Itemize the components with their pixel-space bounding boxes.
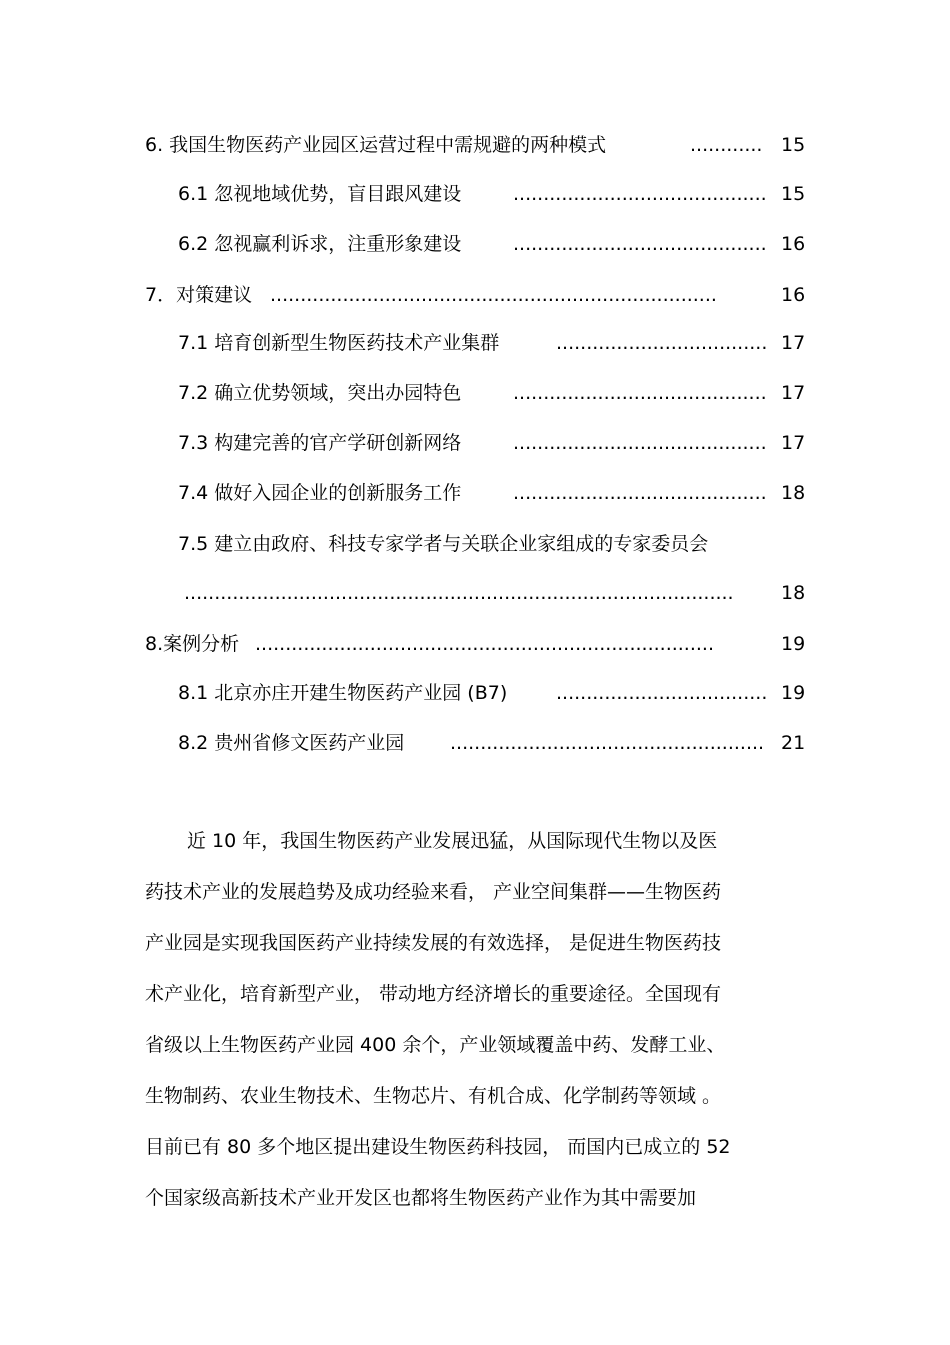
toc-leader-dots: ..........................................	[513, 183, 767, 205]
toc-entry-title: 7.2 确立优势领域，突出办园特色	[178, 382, 462, 404]
toc-page-number: 17	[781, 432, 806, 454]
toc-entry[interactable]	[178, 527, 810, 561]
toc-leader-dots: ....................................................	[450, 732, 765, 754]
toc-entry[interactable]	[145, 128, 810, 162]
toc-page-number: 16	[781, 284, 806, 306]
toc-page-number: 21	[781, 732, 806, 754]
toc-entry[interactable]	[178, 676, 810, 710]
toc-leader-dots: ..........................................................................	[270, 284, 717, 306]
toc-page-number: 16	[781, 233, 806, 255]
toc-leader-dots: ............................................................................	[255, 633, 715, 655]
toc-leader-dots: ..........................................	[513, 382, 767, 404]
toc-entry[interactable]	[178, 426, 810, 460]
toc-entry[interactable]	[178, 227, 810, 261]
toc-leader-dots: ...........................................................................................	[184, 582, 734, 604]
toc-leader-dots: ............	[690, 134, 763, 156]
toc-leader-dots: ..........................................	[513, 432, 767, 454]
toc-page-number: 19	[781, 633, 806, 655]
toc-entry[interactable]	[178, 376, 810, 410]
toc-entry[interactable]	[178, 177, 810, 211]
toc-leader-dots: ..........................................	[513, 482, 767, 504]
toc-entry-title: 8.1 北京亦庄开建生物医药产业园 (B7)	[178, 682, 508, 704]
body-paragraph	[145, 816, 825, 1224]
paragraph-line: 药技术产业的发展趋势及成功经验来看， 产业空间集群——生物医药	[145, 881, 722, 903]
toc-entry-title: 7.4 做好入园企业的创新服务工作	[178, 482, 462, 504]
toc-entry-title: 7.3 构建完善的官产学研创新网络	[178, 432, 462, 454]
toc-page-number: 18	[781, 582, 806, 604]
toc-entry-title: 8.2 贵州省修文医药产业园	[178, 732, 405, 754]
toc-entry[interactable]	[178, 726, 810, 760]
paragraph-line: 目前已有 80 多个地区提出建设生物医药科技园， 而国内已成立的 52	[145, 1136, 731, 1158]
toc-page-number: 17	[781, 332, 806, 354]
paragraph-line: 术产业化，培育新型产业， 带动地方经济增长的重要途径。全国现有	[145, 983, 722, 1005]
paragraph-line: 近 10 年，我国生物医药产业发展迅猛，从国际现代生物以及医	[187, 830, 718, 852]
toc-entry-title: 6.2 忽视赢利诉求，注重形象建设	[178, 233, 462, 255]
toc-leader-dots: ..........................................	[513, 233, 767, 255]
toc-entry-title: 8.案例分析	[145, 633, 240, 655]
toc-page-number: 19	[781, 682, 806, 704]
toc-leader-dots: ...................................	[556, 332, 768, 354]
paragraph-line: 省级以上生物医药产业园 400 余个，产业领域覆盖中药、发酵工业、	[145, 1034, 726, 1056]
toc-entry-title: 7．对策建议	[145, 284, 253, 306]
toc-leader-dots: ...................................	[556, 682, 768, 704]
toc-entry-title: 7.1 培育创新型生物医药技术产业集群	[178, 332, 500, 354]
toc-entry[interactable]	[178, 476, 810, 510]
toc-page-number: 17	[781, 382, 806, 404]
paragraph-line: 产业园是实现我国医药产业持续发展的有效选择， 是促进生物医药技	[145, 932, 722, 954]
toc-page-number: 18	[781, 482, 806, 504]
toc-page-number: 15	[781, 134, 806, 156]
toc-entry[interactable]	[178, 326, 810, 360]
toc-entry-continuation[interactable]	[178, 576, 810, 610]
toc-page-number: 15	[781, 183, 806, 205]
paragraph-line: 个国家级高新技术产业开发区也都将生物医药产业作为其中需要加	[145, 1187, 697, 1209]
paragraph-line: 生物制药、农业生物技术、生物芯片、有机合成、化学制药等领域 。	[145, 1085, 722, 1107]
toc-entry[interactable]	[145, 278, 810, 312]
toc-entry-title: 7.5 建立由政府、科技专家学者与关联企业家组成的专家委员会	[178, 533, 709, 555]
toc-entry-title: 6.1 忽视地域优势，盲目跟风建设	[178, 183, 462, 205]
toc-entry[interactable]	[145, 627, 810, 661]
toc-entry-title: 6. 我国生物医药产业园区运营过程中需规避的两种模式	[145, 134, 607, 156]
